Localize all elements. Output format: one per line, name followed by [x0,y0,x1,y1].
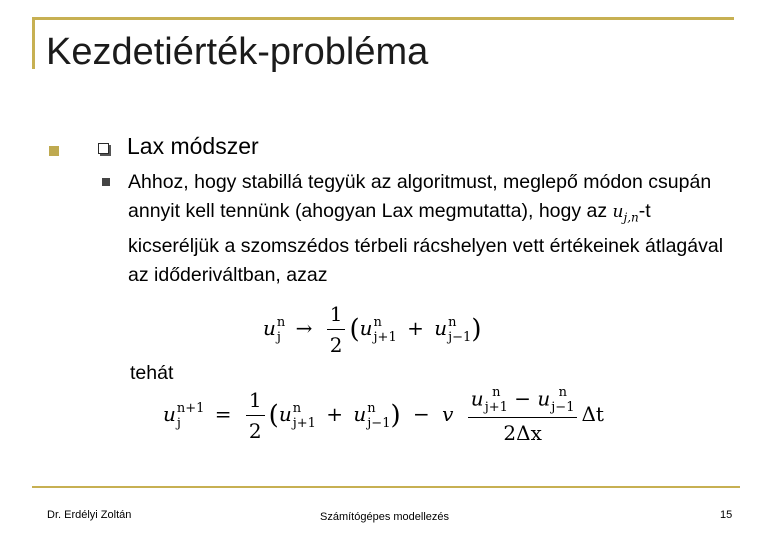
frame-top-border [32,17,734,20]
paragraph-before: Ahhoz, hogy stabillá tegyük az algoritmust, meglepő módon csupán annyit kell tennünk (ahogyan Lax megmutatta), hogy az [128,171,712,222]
bullet-heading: Lax módszer [127,133,259,159]
paragraph-after: -t kicseréljük a szomszédos térbeli rácshelyen vett értékeinek átlagával az időderiváltban, azaz [128,200,724,287]
paragraph [128,168,728,290]
frame-left-border [32,17,35,69]
tehat-label: tehát [130,362,174,384]
footer-page-number: 15 [720,509,733,521]
paragraph-variable: $u_{j,n}$ [612,202,639,225]
footer-author: Dr. Erdélyi Zoltán [47,509,132,521]
footer-course: Számítógépes modellezés [320,511,450,523]
bullet-hollow-square-icon [98,143,109,154]
footer-divider [32,486,740,488]
equation-lax-scheme: u n+1 j = $\frac{1}{2}$ (u n j+1 + u n j−1 ) − v u n j+1 − u n j−1 2Δx Δt [163,385,604,445]
bullet-small-square-icon [102,178,110,186]
bullet-square-icon [49,146,59,156]
slide-title: Kezdetiérték-probléma [46,31,429,73]
equation-averaging: u n j → $\frac{1}{2}$ (u n j+1 + u n j−1 ) [263,302,482,357]
